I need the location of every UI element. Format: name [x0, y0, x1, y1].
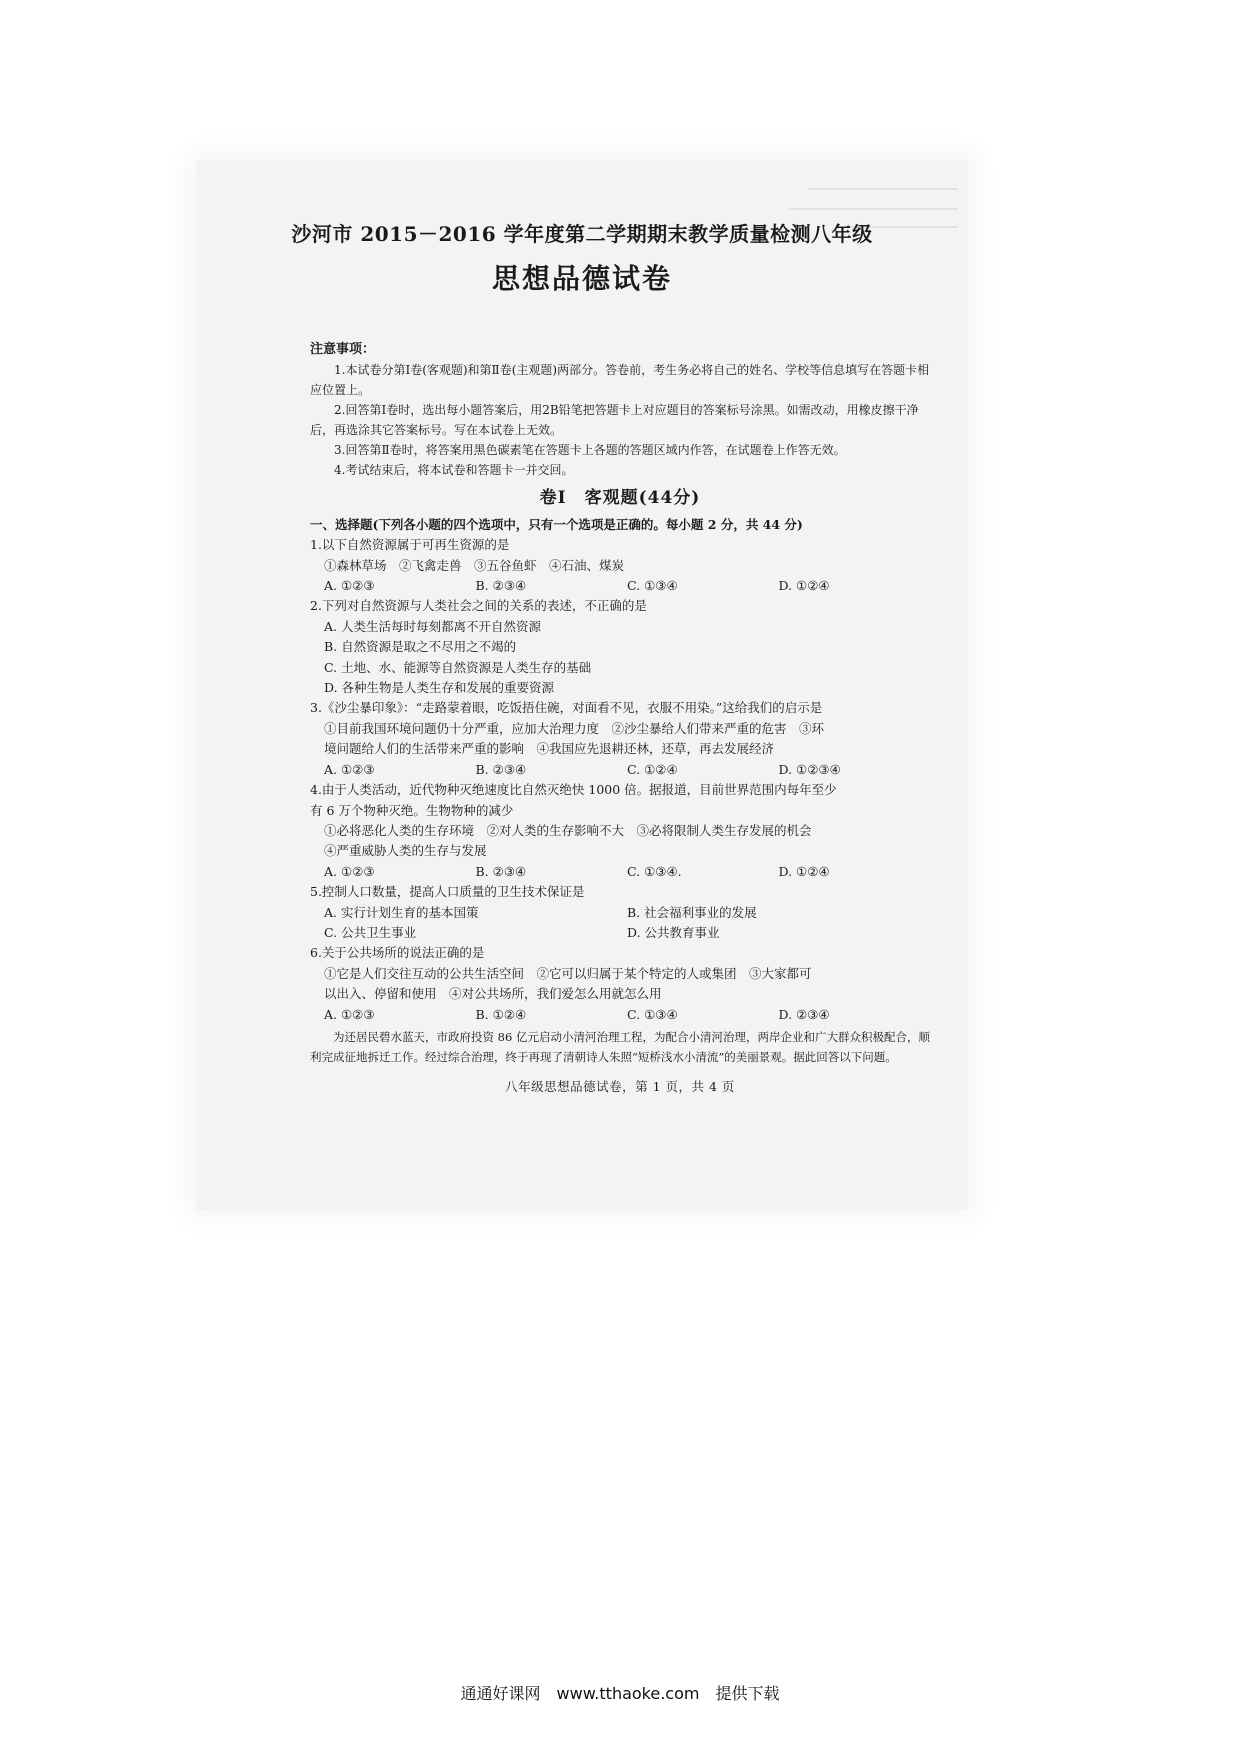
option-d: D. 各种生物是人类生存和发展的重要资源: [324, 680, 555, 696]
notice-title: 注意事项：: [310, 342, 376, 357]
option-d: D. ②③④: [778, 1006, 830, 1022]
option-c: C. 土地、水、能源等自然资源是人类生存的基础: [324, 659, 592, 675]
option-b: B. ②③④: [475, 578, 527, 594]
option-a: A. 实行计划生育的基本国策: [324, 904, 479, 920]
exam-subtitle: 思想品德试卷: [491, 262, 672, 295]
question-6-stem: 6.关于公共场所的说法正确的是: [310, 945, 485, 961]
option-d: D. 公共教育事业: [627, 924, 720, 940]
exam-content: [310, 340, 930, 1097]
question-1-stem: 1.以下自然资源属于可再生资源的是: [310, 537, 510, 553]
section-part: 卷Ⅰ: [539, 488, 567, 509]
option-b: B. ②③④: [475, 863, 527, 879]
page-number-footer: 八年级思想品德试卷，第 1 页，共 4 页: [505, 1078, 735, 1094]
bleed-through-line: [788, 208, 958, 210]
option-d: D. ①②④: [778, 578, 830, 594]
question-3-items: ①目前我国环境问题仍十分严重，应加大治理力度 ②沙尘暴给人们带来严重的危害 ③环: [324, 720, 825, 736]
option-c: C. ①③④.: [627, 863, 682, 879]
exam-title: 沙河市 2015－2016 学年度第二学期期末教学质量检测八年级: [291, 222, 873, 246]
notice-item-1: 1.本试卷分第Ⅰ卷(客观题)和第Ⅱ卷(主观题)两部分。答卷前，考生务必将自己的姓名、学校等信息填写在答题卡相应位置上。: [310, 363, 930, 398]
section-title: [310, 488, 930, 508]
notice-item-2: 2.回答第Ⅰ卷时，选出每小题答案后，用2B铅笔把答题卡上对应题目的答案标号涂黑。如需改动，用橡皮擦干净后，再选涂其它答案标号。写在本试卷上无效。: [310, 403, 919, 438]
option-d: D. ①②③④: [778, 761, 841, 777]
question-6-options: [310, 1005, 930, 1025]
question-3-options: [310, 760, 930, 780]
option-c: C. 公共卫生事业: [324, 924, 417, 940]
option-a: A. ①②③: [324, 578, 375, 594]
bleed-through-line: [808, 188, 958, 190]
option-d: D. ①②④: [778, 863, 830, 879]
option-b: B. 社会福利事业的发展: [627, 904, 757, 920]
option-b: B. ①②④: [475, 1006, 527, 1022]
question-3-stem: 3.《沙尘暴印象》：“走路蒙着眼，吃饭捂住碗，对面看不见，衣服不用染。”这给我们的启示是: [310, 700, 823, 716]
option-a: A. ①②③: [324, 863, 375, 879]
question-3-items-cont: 境问题给人们的生活带来严重的影响 ④我国应先退耕还林，还草，再去发展经济: [324, 741, 775, 757]
question-4-items: ①必将恶化人类的生存环境 ②对人类的生存影响不大 ③必将限制人类生存发展的机会: [324, 822, 812, 838]
question-4-stem-cont: 有 6 万个物种灭绝。生物物种的减少: [310, 802, 514, 818]
notice-item-3: 3.回答第Ⅱ卷时，将答案用黑色碳素笔在答题卡上各题的答题区域内作答，在试题卷上作答无效。: [334, 443, 846, 458]
option-c: C. ①③④: [627, 1006, 678, 1022]
download-source-footer: 通通好课网 www.tthaoke.com 提供下载: [460, 1684, 780, 1703]
option-c: C. ①③④: [627, 578, 678, 594]
section-instruction: 一、选择题(下列各小题的四个选项中，只有一个选项是正确的。每小题 2 分，共 44 分): [310, 516, 803, 532]
scanned-exam-page: [196, 160, 968, 1210]
option-c: C. ①②④: [627, 761, 678, 777]
question-1-options: [310, 576, 930, 596]
question-2-stem: 2.下列对自然资源与人类社会之间的关系的表述，不正确的是: [310, 598, 647, 614]
reading-passage: 为还居民碧水蓝天，市政府投资 86 亿元启动小清河治理工程，为配合小清河治理，两岸企业和广大群众积极配合，顺利完成征地拆迁工作。经过综合治理，终于再现了清朝诗人朱照“短桥浅水小清流”的美丽景观。据此回答以下问题。: [310, 1029, 930, 1064]
option-b: B. 自然资源是取之不尽用之不竭的: [324, 639, 517, 655]
notice-item-4: 4.考试结束后，将本试卷和答题卡一并交回。: [334, 463, 574, 478]
question-4-options: [310, 862, 930, 882]
option-a: A. ①②③: [324, 1006, 375, 1022]
option-a: A. ①②③: [324, 761, 375, 777]
question-6-items-cont: 以出入、停留和使用 ④对公共场所，我们爱怎么用就怎么用: [324, 986, 662, 1002]
question-4-items-cont: ④严重威胁人类的生存与发展: [324, 843, 487, 859]
question-6-items: ①它是人们交往互动的公共生活空间 ②它可以归属于某个特定的人或集团 ③大家都可: [324, 965, 812, 981]
question-5-options-row-1: [310, 903, 930, 923]
question-5-options-row-2: [310, 923, 930, 943]
option-a: A. 人类生活每时每刻都离不开自然资源: [324, 618, 541, 634]
exam-header: [196, 218, 968, 297]
section-name: 客观题(44分): [584, 488, 701, 509]
question-1-items: ①森林草场 ②飞禽走兽 ③五谷鱼虾 ④石油、煤炭: [324, 557, 625, 573]
question-5-stem: 5.控制人口数量，提高人口质量的卫生技术保证是: [310, 884, 585, 900]
question-4-stem: 4.由于人类活动，近代物种灭绝速度比自然灭绝快 1000 倍。据报道，目前世界范围内每年至少: [310, 782, 837, 798]
option-b: B. ②③④: [475, 761, 527, 777]
